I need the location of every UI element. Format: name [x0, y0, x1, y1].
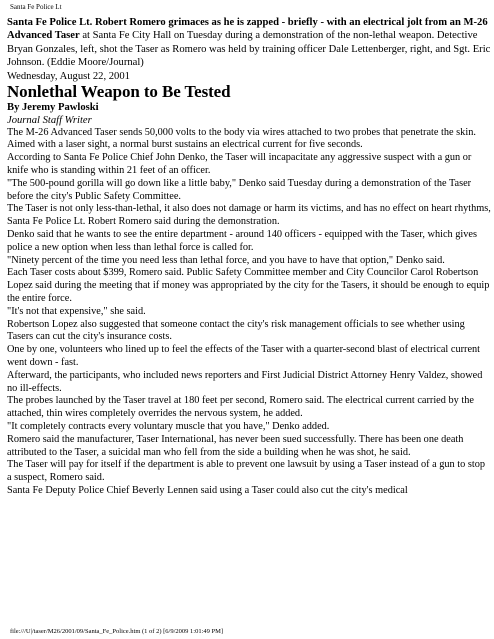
article-body — [7, 127, 491, 498]
page-header: Santa Fe Police Lt — [10, 3, 62, 11]
paragraph: Each Taser costs about $399, Romero said. Public Safety Committee member and City Councilor Carol Robertson Lopez said during the meeting that if money was appropriated by the city for the Tasers, it should be enough to equip the entire force. — [7, 267, 490, 304]
page-footer: file:///U|/taser/M26/2001/09/Santa_Fe_Police.htm (1 of 2) [6/9/2009 1:01:49 PM] — [10, 628, 224, 635]
staff-title: Journal Staff Writer — [7, 114, 92, 126]
paragraph: Afterward, the participants, who included news reporters and First Judicial District Attorney Henry Valdez, showed no ill-effects. — [7, 369, 483, 394]
paragraph: "It's not that expensive," she said. — [7, 305, 146, 317]
photo-caption — [7, 16, 491, 70]
paragraph: The M-26 Advanced Taser sends 50,000 volts to the body via wires attached to two probes that penetrate the skin. Aimed with a laser sight, a normal burst sustains an electrical current for five seconds. — [7, 126, 476, 151]
paragraph: Denko said that he wants to see the entire department - around 140 officers - equipped with the Taser, which gives police a new option when less than lethal force is called for. — [7, 229, 478, 253]
caption-body: at Santa Fe City Hall on Tuesday during a demonstration of the non-lethal weapon. Detective Bryan Gonzales, left, shot the Taser as Romero was held by training officer Dale Lettenberger, right, and Sgt. Eric Johnson. (Eddie Moore/Journal) — [7, 30, 491, 69]
paragraph: The Taser will pay for itself if the department is able to prevent one lawsuit by using a Taser instead of a gun to stop a suspect, Romero said. — [7, 459, 486, 484]
paragraph: "The 500-pound gorilla will go down like a little baby," Denko said Tuesday during a demonstration of the Taser before the city's Public Safety Committee. — [7, 177, 472, 202]
paragraph: According to Santa Fe Police Chief John Denko, the Taser will incapacitate any aggressive suspect with a gun or knife who is standing within 21 feet of an officer. — [7, 152, 472, 177]
article-date: Wednesday, August 22, 2001 — [7, 70, 130, 82]
paragraph: The Taser is not only less-than-lethal, it also does not damage or harm its victims, and has no effect on heart rhythms, Santa Fe Police Lt. Robert Romero said during the demonstration. — [7, 203, 491, 228]
paragraph: Robertson Lopez also suggested that someone contact the city's risk management officials to see whether using Tasers can cut the city's insurance costs. — [7, 318, 465, 343]
paragraph: Romero said the manufacturer, Taser International, has never been sued successfully. There has been one death attributed to the Taser, a suicidal man who fell from the side a building when he was shot, he said. — [7, 433, 464, 458]
paragraph: Santa Fe Deputy Police Chief Beverly Lennen said using a Taser could also cut the city's medical — [7, 484, 408, 496]
article-content — [7, 16, 491, 498]
paragraph: The probes launched by the Taser travel at 180 feet per second, Romero said. The electrical current carried by the attached, thin wires completely overrides the nervous system, he added. — [7, 395, 474, 420]
caption-lead: Santa Fe Police Lt. Robert Romero grimaces as he is zapped - briefly - with an electrical jolt from an M-26 Advanced Taser — [7, 17, 488, 42]
paragraph: "It completely contracts every voluntary muscle that you have," Denko added. — [7, 420, 330, 432]
byline: By Jeremy Pawloski — [7, 101, 99, 113]
paragraph: One by one, volunteers who lined up to feel the effects of the Taser with a quarter-second blast of electrical current went down - fast. — [7, 344, 481, 368]
paragraph: "Ninety percent of the time you need less than lethal force, and you have to have that option," Denko said. — [7, 254, 445, 266]
headline: Nonlethal Weapon to Be Tested — [7, 81, 231, 101]
